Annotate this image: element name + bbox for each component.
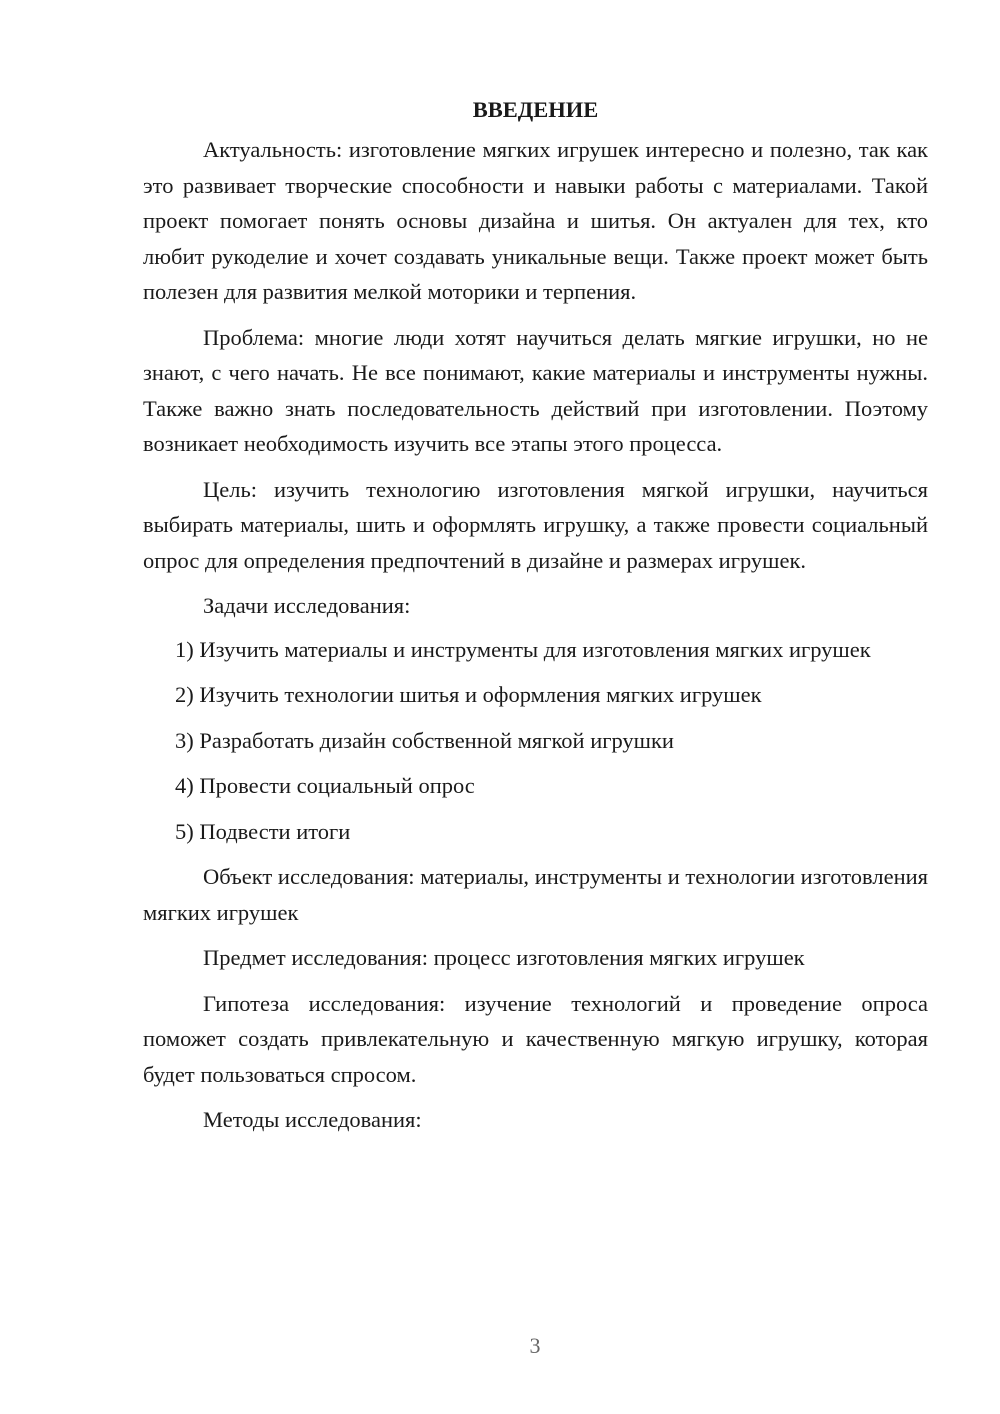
task-item: 1) Изучить материалы и инструменты для изготовления мягких игрушек [175, 636, 871, 662]
methods-heading: Методы исследования: [203, 1107, 422, 1132]
hypothesis-paragraph: Гипотеза исследования: изучение технологий и проведение опроса поможет создать привлекательную и качественную мягкую игрушку, которая будет пользоваться спросом. [143, 990, 928, 1087]
tasks-list [143, 632, 928, 850]
task-item: 4) Провести социальный опрос [175, 773, 475, 798]
goal-paragraph: Цель: изучить технологию изготовления мягкой игрушки, научиться выбирать материалы, шить и оформлять игрушку, а также провести социальный опрос для определения предпочтений в дизайне и размерах игрушек. [143, 476, 928, 573]
problem-paragraph: Проблема: многие люди хотят научиться делать мягкие игрушки, но не знают, с чего начать. Не все понимают, какие материалы и инструменты нужны. Также важно знать последовательность действий при изготовлении. Поэтому возникает необходимость изучить все этапы этого процесса. [143, 324, 928, 456]
relevance-paragraph: Актуальность: изготовление мягких игрушек интересно и полезно, так как это развивает творческие способности и навыки работы с материалами. Такой проект помогает понять основы дизайна и шитья. Он актуален для тех, кто любит рукоделие и хочет создавать уникальные вещи. Также проект может быть полезен для развития мелкой моторики и терпения. [143, 137, 928, 304]
document-page [143, 92, 928, 1148]
task-item: 3) Разработать дизайн собственной мягкой игрушки [175, 727, 674, 753]
tasks-heading: Задачи исследования: [203, 593, 411, 618]
task-item: 2) Изучить технологии шитья и оформления мягких игрушек [175, 682, 762, 707]
subject-paragraph: Предмет исследования: процесс изготовления мягких игрушек [203, 945, 805, 970]
page-number: 3 [529, 1333, 541, 1358]
task-item: 5) Подвести итоги [175, 818, 351, 844]
object-paragraph: Объект исследования: материалы, инструменты и технологии изготовления мягких игрушек [143, 864, 928, 925]
page-title: ВВЕДЕНИЕ [472, 97, 599, 122]
